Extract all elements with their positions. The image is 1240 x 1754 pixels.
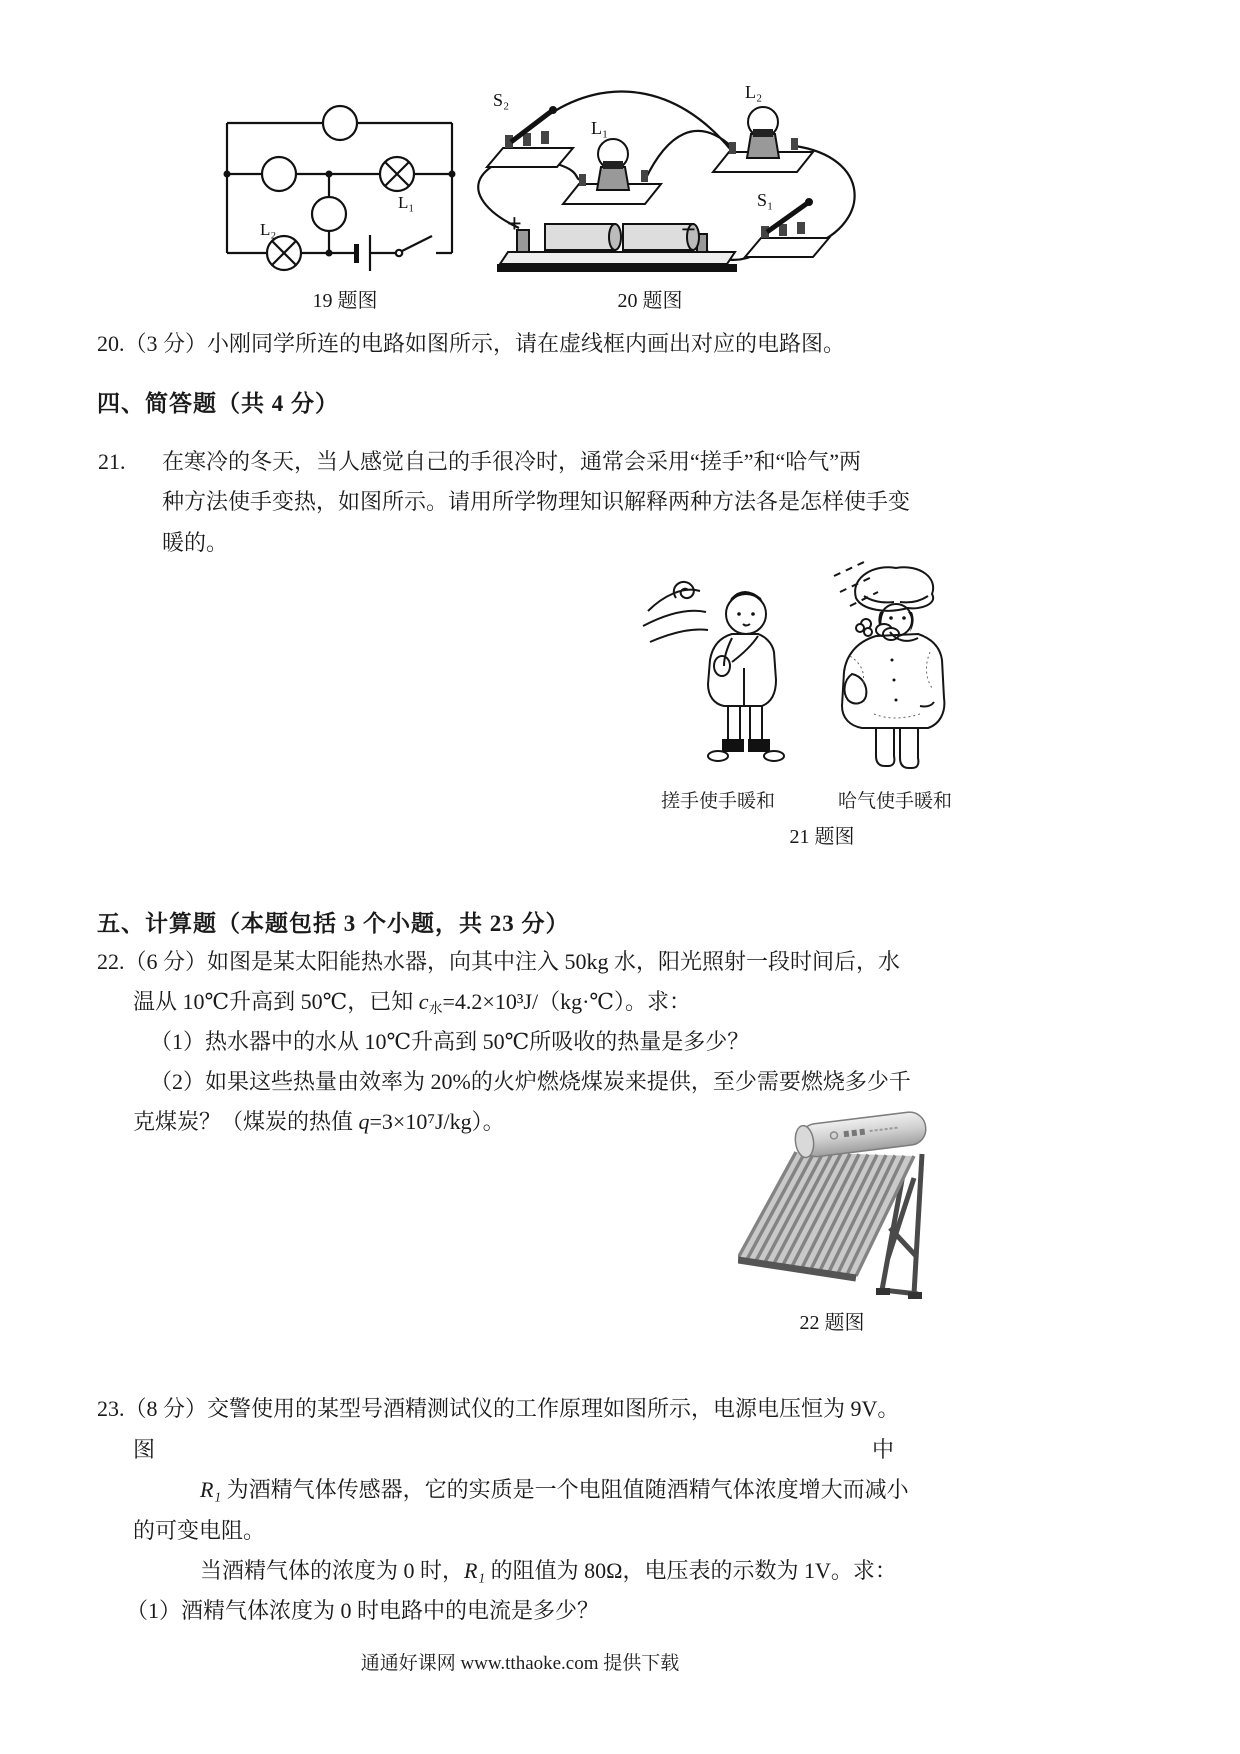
question-21-number: 21.: [98, 449, 126, 474]
q23-line3-rest: 为酒精气体传感器，它的实质是一个电阻值随酒精气体浓度增大而减小: [221, 1477, 909, 1502]
figure-19-caption: 19 题图: [312, 290, 378, 312]
knife-switch-s2: [487, 107, 573, 167]
question-22-part-2: （2）如果这些热量由效率为 20%的火炉燃烧煤炭来提供，至少需要燃烧多少千: [150, 1069, 911, 1094]
switch-s2-label: S₂: [493, 90, 510, 110]
q23-sensor-resistor-symbol: R₁: [200, 1477, 222, 1502]
q22-line5-post: =3×10⁷J/kg）。: [369, 1109, 505, 1134]
q22-line5-pre: 克煤炭？（煤炭的热值: [133, 1109, 359, 1134]
question-23-line-4: 的可变电阻。: [133, 1518, 266, 1543]
lamp-l1-label: L₁: [591, 118, 609, 138]
question-21-line-2: 种方法使手变热，如图所示。请用所学物理知识解释两种方法各是怎样使手变: [162, 489, 911, 514]
battery-icon: [354, 235, 370, 271]
question-22-part-2-cont: [133, 1108, 505, 1136]
figure-21-kids-illustration: [638, 556, 960, 782]
frame-foot: [876, 1288, 890, 1295]
switch-s1-label: S₁: [757, 190, 774, 210]
question-23-line-2-right: 中: [872, 1437, 895, 1462]
question-23-line-1: 23.（8 分）交警使用的某型号酒精测试仪的工作原理如图所示，电源电压恒为 9V。: [97, 1396, 900, 1421]
q22-heat-value-symbol: q: [358, 1109, 370, 1134]
q23-line5-post: 的阻值为 80Ω，电压表的示数为 1V。求：: [485, 1558, 897, 1583]
lamp-l1: [563, 139, 661, 204]
question-21-line-1: 在寒冷的冬天，当人感觉自己的手很冷时，通常会采用“搓手”和“哈气”两: [162, 449, 862, 474]
battery-plus-label: +: [507, 209, 522, 238]
section-5-heading: 五、计算题（本题包括 3 个小题，共 23 分）: [97, 911, 570, 936]
battery-minus-label: −: [681, 215, 696, 244]
question-22-line-1: 22.（6 分）如图是某太阳能热水器，向其中注入 50kg 水，阳光照射一段时间后，水: [97, 949, 901, 974]
meter-icon: [262, 106, 357, 231]
figure-20-real-circuit-drawing: [445, 72, 890, 274]
question-22-part-1: （1）热水器中的水从 10℃升高到 50℃所吸收的热量是多少？: [150, 1029, 750, 1054]
swirl-motion-lines: [643, 582, 708, 642]
figure-22-caption: 22 题图: [799, 1312, 865, 1334]
footer-download-source: 通通好课网 www.tthaoke.com 提供下载: [360, 1653, 680, 1674]
coat-texture: [850, 652, 932, 718]
battery-pack: [497, 224, 737, 272]
figure-21-blow-caption: 哈气使手暖和: [837, 791, 952, 812]
lamp-l2: [713, 107, 813, 172]
section-4-heading: 四、简答题（共 4 分）: [97, 391, 339, 416]
storage-tank: [794, 1110, 928, 1159]
question-23-line-2-left: 图: [133, 1437, 156, 1462]
question-23-part-1: （1）酒精气体浓度为 0 时电路中的电流是多少？: [126, 1598, 600, 1623]
q22-specific-heat-symbol: c: [418, 989, 429, 1014]
lamp-l2-label: L₂: [745, 82, 763, 102]
question-20-text: 20.（3 分）小刚同学所连的电路如图所示，请在虚线框内画出对应的电路图。: [97, 331, 846, 356]
q22-water-subscript: 水: [428, 1002, 443, 1017]
figure-20-caption: 20 题图: [617, 290, 683, 312]
question-23-line-3: [200, 1476, 909, 1504]
figure-22-solar-water-heater: [738, 1108, 934, 1302]
lamp-l2-label: L₂: [260, 220, 277, 239]
question-23-line-5: [200, 1557, 897, 1585]
boy-rubbing-hands: [708, 591, 784, 761]
girl-blowing-hands: [842, 567, 944, 768]
question-21-line-3: 暖的。: [162, 530, 229, 555]
q23-resistor-symbol: R₁: [464, 1558, 486, 1583]
q22-line2-pre: 温从 10℃升高到 50℃，已知: [133, 989, 419, 1014]
switch-icon: [396, 236, 432, 256]
question-22-line-2: [133, 988, 691, 1020]
lamp-l1-label: L₁: [398, 193, 415, 212]
figure-21-caption: 21 题图: [789, 826, 855, 848]
figure-19-circuit-diagram: [212, 85, 460, 281]
q22-line2-post: =4.2×10³J/（kg·℃）。求：: [442, 989, 692, 1014]
frame-foot: [908, 1292, 922, 1299]
q23-line5-pre: 当酒精气体的浓度为 0 时，: [200, 1558, 465, 1583]
figure-21-rub-caption: 搓手使手暖和: [660, 791, 775, 812]
